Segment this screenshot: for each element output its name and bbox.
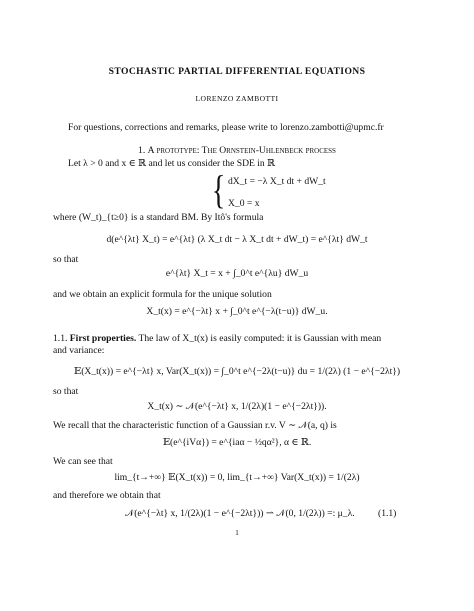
sde-brace: {	[211, 167, 226, 212]
solution-equation: X_t(x) = e^{−λt} x + ∫_0^t e^{−λ(t−u)} dW_u.	[146, 306, 328, 317]
therefore-paragraph: and therefore we obtain that	[53, 490, 161, 501]
contact-line: For questions, corrections and remarks, please write to lorenzo.zambotti@upmc.fr	[68, 122, 384, 133]
ito-formula: d(e^{λt} X_t) = e^{λt} (λ X_t dt − λ X_t dt + dW_t) = e^{λt} dW_t	[106, 234, 368, 245]
subsection-line-1	[53, 333, 381, 344]
limits-equation: lim_{t→+∞} 𝔼(X_t(x)) = 0, lim_{t→+∞} Var(X_t(x)) = 1/(2λ)	[114, 472, 360, 483]
sde-equation-1: dX_t = −λ X_t dt + dW_t	[228, 176, 326, 187]
section-heading	[0, 145, 474, 156]
so-that-2: so that	[53, 386, 79, 397]
intro-paragraph: Let λ > 0 and x ∈ ℝ and let us consider the SDE in ℝ	[68, 158, 276, 169]
law-equation: X_t(x) ∼ 𝒩(e^{−λt} x, 1/(2λ)(1 − e^{−2λt})).	[147, 401, 327, 412]
page-number: 1	[235, 528, 239, 537]
section-title: A prototype: The Ornstein-Uhlenbeck process	[147, 145, 336, 156]
subsection-text-2: and variance:	[53, 345, 105, 356]
bm-paragraph: where (W_t)_{t≥0} is a standard BM. By Itô's formula	[53, 212, 264, 223]
so-that-1: so that	[53, 254, 79, 265]
subsection-number: 1.1.	[53, 333, 68, 344]
subsection-text-1: The law of X_t(x) is easily computed: it is Gaussian with mean	[138, 333, 382, 344]
paper-author: LORENZO ZAMBOTTI	[195, 94, 279, 103]
explicit-paragraph: and we obtain an explicit formula for the unique solution	[53, 289, 272, 300]
equation-label: (1.1)	[378, 508, 397, 519]
subsection-title: First properties.	[69, 333, 137, 344]
paper-title: STOCHASTIC PARTIAL DIFFERENTIAL EQUATIONS	[108, 66, 366, 77]
charfn-paragraph: We recall that the characteristic function of a Gaussian r.v. V ∼ 𝒩(a, q) is	[53, 420, 337, 431]
integral-equation: e^{λt} X_t = x + ∫_0^t e^{λu} dW_u	[165, 268, 309, 279]
convergence-equation: 𝒩(e^{−λt} x, 1/(2λ)(1 − e^{−2λt})) ⇀ 𝒩(0, 1/(2λ)) =: μ_λ.	[125, 508, 355, 519]
can-see-paragraph: We can see that	[53, 456, 113, 467]
sde-equation-2: X_0 = x	[228, 198, 260, 209]
section-number: 1.	[138, 145, 146, 156]
charfn-equation: 𝔼(e^{iVα}) = e^{iaα − ½qα²}, α ∈ ℝ.	[162, 437, 312, 448]
mean-variance-equation: 𝔼(X_t(x)) = e^{−λt} x, Var(X_t(x)) = ∫_0^t e^{−2λ(t−u)} du = 1/(2λ) (1 − e^{−2λt})	[73, 366, 401, 377]
